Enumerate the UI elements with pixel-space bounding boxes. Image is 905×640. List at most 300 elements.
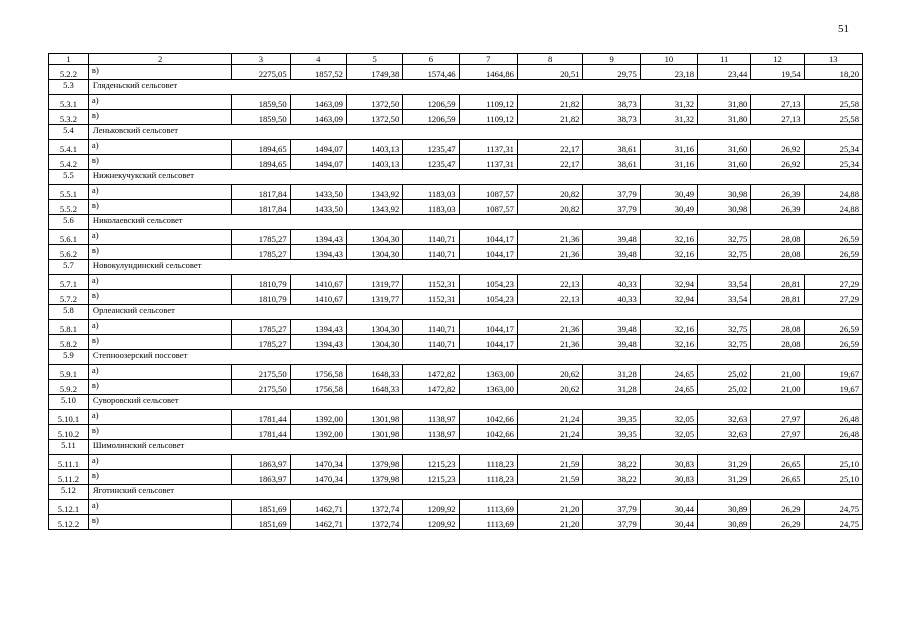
row-code: 5.5.2 bbox=[49, 200, 89, 215]
section-title: Суворовский сельсовет bbox=[88, 395, 862, 410]
value-cell: 26,59 bbox=[804, 230, 862, 245]
value-cell: 24,65 bbox=[640, 365, 697, 380]
value-cell: 1118,23 bbox=[459, 455, 517, 470]
value-cell: 1363,00 bbox=[459, 380, 517, 395]
value-cell: 32,94 bbox=[640, 275, 697, 290]
value-cell: 28,08 bbox=[751, 245, 804, 260]
value-cell: 21,36 bbox=[517, 245, 583, 260]
row-option: а) bbox=[88, 500, 231, 515]
value-cell: 20,62 bbox=[517, 380, 583, 395]
value-cell: 1470,34 bbox=[290, 455, 346, 470]
row-option: в) bbox=[88, 290, 231, 305]
value-cell: 32,16 bbox=[640, 245, 697, 260]
column-header: 5 bbox=[346, 54, 402, 65]
table-row bbox=[49, 185, 863, 200]
value-cell: 25,58 bbox=[804, 95, 862, 110]
value-cell: 23,44 bbox=[698, 65, 751, 80]
value-cell: 1054,23 bbox=[459, 275, 517, 290]
value-cell: 32,75 bbox=[698, 335, 751, 350]
column-header: 13 bbox=[804, 54, 862, 65]
value-cell: 25,10 bbox=[804, 470, 862, 485]
value-cell: 28,81 bbox=[751, 290, 804, 305]
value-cell: 32,75 bbox=[698, 230, 751, 245]
value-cell: 37,79 bbox=[583, 200, 640, 215]
value-cell: 1138,97 bbox=[403, 410, 459, 425]
value-cell: 1087,57 bbox=[459, 200, 517, 215]
value-cell: 1817,84 bbox=[232, 200, 290, 215]
value-cell: 1472,82 bbox=[403, 380, 459, 395]
value-cell: 1494,07 bbox=[290, 155, 346, 170]
column-header: 2 bbox=[88, 54, 231, 65]
section-code: 5.4 bbox=[49, 125, 89, 140]
value-cell: 21,00 bbox=[751, 365, 804, 380]
value-cell: 1851,69 bbox=[232, 500, 290, 515]
value-cell: 1183,03 bbox=[403, 200, 459, 215]
value-cell: 30,49 bbox=[640, 200, 697, 215]
table-row bbox=[49, 230, 863, 245]
section-code: 5.11 bbox=[49, 440, 89, 455]
value-cell: 25,02 bbox=[698, 365, 751, 380]
value-cell: 1463,09 bbox=[290, 95, 346, 110]
row-option: а) bbox=[88, 455, 231, 470]
value-cell: 21,24 bbox=[517, 410, 583, 425]
value-cell: 32,63 bbox=[698, 425, 751, 440]
value-cell: 26,29 bbox=[751, 500, 804, 515]
row-code: 5.8.1 bbox=[49, 320, 89, 335]
value-cell: 31,32 bbox=[640, 95, 697, 110]
section-code: 5.9 bbox=[49, 350, 89, 365]
value-cell: 1410,67 bbox=[290, 290, 346, 305]
value-cell: 32,05 bbox=[640, 410, 697, 425]
value-cell: 1044,17 bbox=[459, 335, 517, 350]
value-cell: 30,98 bbox=[698, 200, 751, 215]
value-cell: 1464,86 bbox=[459, 65, 517, 80]
value-cell: 22,17 bbox=[517, 140, 583, 155]
value-cell: 1215,23 bbox=[403, 455, 459, 470]
table-row bbox=[49, 335, 863, 350]
value-cell: 1648,33 bbox=[346, 380, 402, 395]
value-cell: 1372,50 bbox=[346, 110, 402, 125]
page-number: 51 bbox=[838, 23, 849, 35]
row-code: 5.7.1 bbox=[49, 275, 89, 290]
value-cell: 27,13 bbox=[751, 95, 804, 110]
value-cell: 22,13 bbox=[517, 275, 583, 290]
value-cell: 31,16 bbox=[640, 155, 697, 170]
value-cell: 2175,50 bbox=[232, 365, 290, 380]
value-cell: 1304,30 bbox=[346, 335, 402, 350]
row-code: 5.10.2 bbox=[49, 425, 89, 440]
value-cell: 22,17 bbox=[517, 155, 583, 170]
value-cell: 29,75 bbox=[583, 65, 640, 80]
value-cell: 1472,82 bbox=[403, 365, 459, 380]
table-row bbox=[49, 380, 863, 395]
value-cell: 32,16 bbox=[640, 320, 697, 335]
value-cell: 40,33 bbox=[583, 275, 640, 290]
value-cell: 1152,31 bbox=[403, 290, 459, 305]
value-cell: 1462,71 bbox=[290, 515, 346, 530]
value-cell: 30,89 bbox=[698, 500, 751, 515]
value-cell: 1810,79 bbox=[232, 275, 290, 290]
value-cell: 1756,58 bbox=[290, 380, 346, 395]
table-row bbox=[49, 140, 863, 155]
row-code: 5.6.1 bbox=[49, 230, 89, 245]
value-cell: 1206,59 bbox=[403, 95, 459, 110]
value-cell: 21,20 bbox=[517, 500, 583, 515]
value-cell: 24,88 bbox=[804, 185, 862, 200]
value-cell: 2175,50 bbox=[232, 380, 290, 395]
value-cell: 1140,71 bbox=[403, 245, 459, 260]
value-cell: 26,29 bbox=[751, 515, 804, 530]
value-cell: 26,39 bbox=[751, 200, 804, 215]
value-cell: 1372,74 bbox=[346, 515, 402, 530]
value-cell: 26,59 bbox=[804, 245, 862, 260]
value-cell: 38,22 bbox=[583, 455, 640, 470]
value-cell: 28,08 bbox=[751, 320, 804, 335]
table-row bbox=[49, 500, 863, 515]
value-cell: 1372,74 bbox=[346, 500, 402, 515]
row-option: а) bbox=[88, 410, 231, 425]
value-cell: 1463,09 bbox=[290, 110, 346, 125]
row-code: 5.10.1 bbox=[49, 410, 89, 425]
row-option: в) bbox=[88, 200, 231, 215]
value-cell: 1851,69 bbox=[232, 515, 290, 530]
row-option: а) bbox=[88, 365, 231, 380]
table-row bbox=[49, 455, 863, 470]
value-cell: 24,65 bbox=[640, 380, 697, 395]
value-cell: 1574,46 bbox=[403, 65, 459, 80]
value-cell: 1109,12 bbox=[459, 110, 517, 125]
row-code: 5.7.2 bbox=[49, 290, 89, 305]
value-cell: 1209,92 bbox=[403, 515, 459, 530]
row-code: 5.5.1 bbox=[49, 185, 89, 200]
value-cell: 1140,71 bbox=[403, 335, 459, 350]
row-option: а) bbox=[88, 140, 231, 155]
row-code: 5.12.2 bbox=[49, 515, 89, 530]
value-cell: 1433,50 bbox=[290, 185, 346, 200]
row-code: 5.8.2 bbox=[49, 335, 89, 350]
value-cell: 27,29 bbox=[804, 290, 862, 305]
table-row bbox=[49, 515, 863, 530]
column-header: 1 bbox=[49, 54, 89, 65]
value-cell: 1137,31 bbox=[459, 155, 517, 170]
row-code: 5.4.1 bbox=[49, 140, 89, 155]
value-cell: 21,82 bbox=[517, 95, 583, 110]
value-cell: 37,79 bbox=[583, 185, 640, 200]
value-cell: 24,75 bbox=[804, 500, 862, 515]
value-cell: 21,82 bbox=[517, 110, 583, 125]
value-cell: 1392,00 bbox=[290, 410, 346, 425]
value-cell: 1379,98 bbox=[346, 470, 402, 485]
value-cell: 20,51 bbox=[517, 65, 583, 80]
section-title: Леньковский сельсовет bbox=[88, 125, 862, 140]
value-cell: 25,34 bbox=[804, 140, 862, 155]
value-cell: 22,13 bbox=[517, 290, 583, 305]
section-code: 5.3 bbox=[49, 80, 89, 95]
value-cell: 1863,97 bbox=[232, 470, 290, 485]
value-cell: 24,88 bbox=[804, 200, 862, 215]
section-title: Шимолинский сельсовет bbox=[88, 440, 862, 455]
value-cell: 1494,07 bbox=[290, 140, 346, 155]
value-cell: 28,08 bbox=[751, 230, 804, 245]
value-cell: 1785,27 bbox=[232, 320, 290, 335]
value-cell: 38,61 bbox=[583, 140, 640, 155]
value-cell: 1403,13 bbox=[346, 155, 402, 170]
value-cell: 26,39 bbox=[751, 185, 804, 200]
table-row bbox=[49, 155, 863, 170]
value-cell: 21,36 bbox=[517, 335, 583, 350]
value-cell: 1894,65 bbox=[232, 155, 290, 170]
table-header-row bbox=[49, 54, 863, 65]
value-cell: 1138,97 bbox=[403, 425, 459, 440]
value-cell: 1152,31 bbox=[403, 275, 459, 290]
table-body bbox=[49, 65, 863, 530]
value-cell: 30,83 bbox=[640, 470, 697, 485]
row-code: 5.9.1 bbox=[49, 365, 89, 380]
value-cell: 25,02 bbox=[698, 380, 751, 395]
section-row bbox=[49, 350, 863, 365]
value-cell: 30,98 bbox=[698, 185, 751, 200]
value-cell: 20,82 bbox=[517, 200, 583, 215]
value-cell: 30,83 bbox=[640, 455, 697, 470]
value-cell: 31,80 bbox=[698, 95, 751, 110]
value-cell: 1785,27 bbox=[232, 230, 290, 245]
row-code: 5.4.2 bbox=[49, 155, 89, 170]
row-option: а) bbox=[88, 185, 231, 200]
value-cell: 1118,23 bbox=[459, 470, 517, 485]
value-cell: 1301,98 bbox=[346, 410, 402, 425]
value-cell: 31,60 bbox=[698, 155, 751, 170]
value-cell: 39,35 bbox=[583, 425, 640, 440]
section-row bbox=[49, 125, 863, 140]
value-cell: 1859,50 bbox=[232, 95, 290, 110]
value-cell: 1433,50 bbox=[290, 200, 346, 215]
value-cell: 1343,92 bbox=[346, 200, 402, 215]
value-cell: 28,08 bbox=[751, 335, 804, 350]
table-row bbox=[49, 425, 863, 440]
value-cell: 26,59 bbox=[804, 335, 862, 350]
value-cell: 1044,17 bbox=[459, 245, 517, 260]
column-header: 9 bbox=[583, 54, 640, 65]
value-cell: 25,58 bbox=[804, 110, 862, 125]
value-cell: 1113,69 bbox=[459, 500, 517, 515]
value-cell: 26,65 bbox=[751, 455, 804, 470]
value-cell: 32,16 bbox=[640, 230, 697, 245]
value-cell: 1215,23 bbox=[403, 470, 459, 485]
value-cell: 1140,71 bbox=[403, 230, 459, 245]
value-cell: 30,89 bbox=[698, 515, 751, 530]
column-header: 4 bbox=[290, 54, 346, 65]
column-header: 7 bbox=[459, 54, 517, 65]
table-row bbox=[49, 470, 863, 485]
value-cell: 21,20 bbox=[517, 515, 583, 530]
value-cell: 20,82 bbox=[517, 185, 583, 200]
value-cell: 32,05 bbox=[640, 425, 697, 440]
value-cell: 24,75 bbox=[804, 515, 862, 530]
value-cell: 1054,23 bbox=[459, 290, 517, 305]
value-cell: 26,59 bbox=[804, 320, 862, 335]
value-cell: 33,54 bbox=[698, 275, 751, 290]
value-cell: 27,97 bbox=[751, 425, 804, 440]
table-row bbox=[49, 110, 863, 125]
value-cell: 31,16 bbox=[640, 140, 697, 155]
row-option: в) bbox=[88, 155, 231, 170]
value-cell: 19,67 bbox=[804, 365, 862, 380]
value-cell: 21,36 bbox=[517, 230, 583, 245]
value-cell: 39,48 bbox=[583, 335, 640, 350]
value-cell: 1319,77 bbox=[346, 275, 402, 290]
value-cell: 26,65 bbox=[751, 470, 804, 485]
value-cell: 26,92 bbox=[751, 155, 804, 170]
column-header: 12 bbox=[751, 54, 804, 65]
value-cell: 31,28 bbox=[583, 365, 640, 380]
row-code: 5.3.1 bbox=[49, 95, 89, 110]
value-cell: 32,75 bbox=[698, 320, 751, 335]
value-cell: 25,10 bbox=[804, 455, 862, 470]
row-option: в) bbox=[88, 110, 231, 125]
value-cell: 37,79 bbox=[583, 515, 640, 530]
value-cell: 26,92 bbox=[751, 140, 804, 155]
value-cell: 1209,92 bbox=[403, 500, 459, 515]
section-code: 5.12 bbox=[49, 485, 89, 500]
table-row bbox=[49, 290, 863, 305]
row-option: в) bbox=[88, 425, 231, 440]
value-cell: 19,67 bbox=[804, 380, 862, 395]
value-cell: 1394,43 bbox=[290, 335, 346, 350]
value-cell: 23,18 bbox=[640, 65, 697, 80]
section-title: Гляденьский сельсовет bbox=[88, 80, 862, 95]
value-cell: 2275,05 bbox=[232, 65, 290, 80]
section-row bbox=[49, 440, 863, 455]
value-cell: 1301,98 bbox=[346, 425, 402, 440]
value-cell: 1470,34 bbox=[290, 470, 346, 485]
value-cell: 38,22 bbox=[583, 470, 640, 485]
value-cell: 39,48 bbox=[583, 245, 640, 260]
value-cell: 33,54 bbox=[698, 290, 751, 305]
value-cell: 1372,50 bbox=[346, 95, 402, 110]
table-row bbox=[49, 95, 863, 110]
row-code: 5.3.2 bbox=[49, 110, 89, 125]
value-cell: 1206,59 bbox=[403, 110, 459, 125]
value-cell: 1183,03 bbox=[403, 185, 459, 200]
section-title: Орлеанский сельсовет bbox=[88, 305, 862, 320]
table-row bbox=[49, 410, 863, 425]
value-cell: 1304,30 bbox=[346, 230, 402, 245]
value-cell: 37,79 bbox=[583, 500, 640, 515]
section-title: Нижнекучукский сельсовет bbox=[88, 170, 862, 185]
row-option: в) bbox=[88, 470, 231, 485]
value-cell: 1863,97 bbox=[232, 455, 290, 470]
row-option: а) bbox=[88, 320, 231, 335]
value-cell: 31,32 bbox=[640, 110, 697, 125]
value-cell: 1044,17 bbox=[459, 230, 517, 245]
section-row bbox=[49, 305, 863, 320]
value-cell: 1087,57 bbox=[459, 185, 517, 200]
value-cell: 1379,98 bbox=[346, 455, 402, 470]
value-cell: 1392,00 bbox=[290, 425, 346, 440]
value-cell: 31,28 bbox=[583, 380, 640, 395]
value-cell: 31,29 bbox=[698, 455, 751, 470]
section-title: Яготинский сельсовет bbox=[88, 485, 862, 500]
value-cell: 32,75 bbox=[698, 245, 751, 260]
table-row bbox=[49, 65, 863, 80]
section-row bbox=[49, 260, 863, 275]
value-cell: 38,61 bbox=[583, 155, 640, 170]
value-cell: 1817,84 bbox=[232, 185, 290, 200]
value-cell: 1394,43 bbox=[290, 245, 346, 260]
value-cell: 1304,30 bbox=[346, 320, 402, 335]
value-cell: 1462,71 bbox=[290, 500, 346, 515]
value-cell: 28,81 bbox=[751, 275, 804, 290]
value-cell: 21,24 bbox=[517, 425, 583, 440]
row-option: в) bbox=[88, 65, 231, 80]
value-cell: 1363,00 bbox=[459, 365, 517, 380]
value-cell: 21,00 bbox=[751, 380, 804, 395]
value-cell: 1894,65 bbox=[232, 140, 290, 155]
row-option: а) bbox=[88, 95, 231, 110]
value-cell: 1394,43 bbox=[290, 320, 346, 335]
value-cell: 1756,58 bbox=[290, 365, 346, 380]
value-cell: 32,94 bbox=[640, 290, 697, 305]
value-cell: 26,48 bbox=[804, 425, 862, 440]
value-cell: 21,36 bbox=[517, 320, 583, 335]
value-cell: 1781,44 bbox=[232, 425, 290, 440]
value-cell: 1042,66 bbox=[459, 425, 517, 440]
value-cell: 1394,43 bbox=[290, 230, 346, 245]
value-cell: 1781,44 bbox=[232, 410, 290, 425]
section-title: Новокулундинский сельсовет bbox=[88, 260, 862, 275]
column-header: 8 bbox=[517, 54, 583, 65]
value-cell: 1343,92 bbox=[346, 185, 402, 200]
value-cell: 1137,31 bbox=[459, 140, 517, 155]
row-option: а) bbox=[88, 275, 231, 290]
value-cell: 20,62 bbox=[517, 365, 583, 380]
row-code: 5.11.1 bbox=[49, 455, 89, 470]
value-cell: 40,33 bbox=[583, 290, 640, 305]
row-option: а) bbox=[88, 230, 231, 245]
value-cell: 21,59 bbox=[517, 455, 583, 470]
section-code: 5.6 bbox=[49, 215, 89, 230]
row-code: 5.12.1 bbox=[49, 500, 89, 515]
row-code: 5.11.2 bbox=[49, 470, 89, 485]
value-cell: 26,48 bbox=[804, 410, 862, 425]
column-header: 3 bbox=[232, 54, 290, 65]
value-cell: 1785,27 bbox=[232, 335, 290, 350]
value-cell: 39,48 bbox=[583, 320, 640, 335]
section-row bbox=[49, 215, 863, 230]
value-cell: 1304,30 bbox=[346, 245, 402, 260]
value-cell: 1810,79 bbox=[232, 290, 290, 305]
value-cell: 31,29 bbox=[698, 470, 751, 485]
value-cell: 31,80 bbox=[698, 110, 751, 125]
value-cell: 30,49 bbox=[640, 185, 697, 200]
value-cell: 31,60 bbox=[698, 140, 751, 155]
section-code: 5.5 bbox=[49, 170, 89, 185]
value-cell: 27,97 bbox=[751, 410, 804, 425]
row-option: в) bbox=[88, 515, 231, 530]
section-row bbox=[49, 485, 863, 500]
column-header: 6 bbox=[403, 54, 459, 65]
row-option: в) bbox=[88, 380, 231, 395]
value-cell: 21,59 bbox=[517, 470, 583, 485]
value-cell: 30,44 bbox=[640, 515, 697, 530]
value-cell: 1235,47 bbox=[403, 155, 459, 170]
value-cell: 27,29 bbox=[804, 275, 862, 290]
column-header: 10 bbox=[640, 54, 697, 65]
value-cell: 1785,27 bbox=[232, 245, 290, 260]
value-cell: 1113,69 bbox=[459, 515, 517, 530]
value-cell: 30,44 bbox=[640, 500, 697, 515]
value-cell: 1140,71 bbox=[403, 320, 459, 335]
